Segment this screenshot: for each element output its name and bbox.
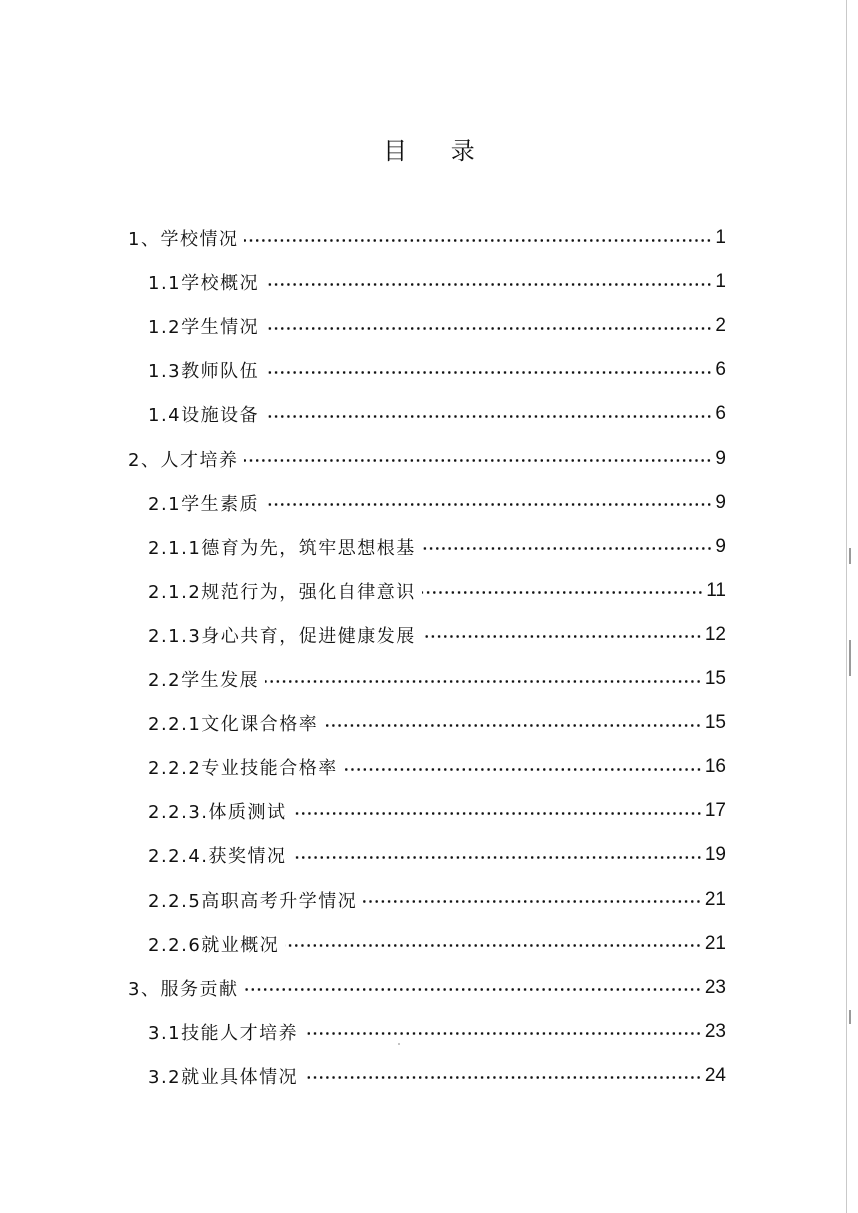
- toc-entry-page-number: 21: [704, 888, 726, 910]
- toc-entry-page-number: 17: [704, 800, 726, 822]
- toc-entry[interactable]: [148, 394, 726, 434]
- toc-dot-leader: [244, 239, 712, 242]
- toc-entry-label: 1.1学校概况: [148, 273, 260, 295]
- toc-entry[interactable]: [128, 439, 726, 479]
- toc-entry-label: 2.2学生发展: [148, 670, 260, 691]
- toc-dot-leader: [265, 503, 712, 506]
- toc-entry-page-number: 9: [715, 491, 726, 513]
- toc-entry-label: 2.2.5高职高考升学情况: [148, 890, 358, 912]
- toc-dot-leader: [265, 415, 712, 418]
- toc-entry-page-number: 19: [704, 844, 726, 866]
- toc-entry[interactable]: [148, 571, 726, 611]
- toc-entry-label: 2.1.1德育为先，筑牢思想根基: [148, 537, 416, 559]
- toc-dot-leader: [244, 988, 701, 991]
- toc-entry-label: 2.2.1文化课合格率: [148, 714, 319, 736]
- toc-entry-page-number: 9: [715, 447, 726, 469]
- scan-speck: [398, 1043, 400, 1045]
- scan-edge-line: [846, 0, 847, 1213]
- toc-entry[interactable]: [148, 350, 726, 390]
- toc-entry-label: 2.2.6就业概况: [148, 934, 280, 956]
- toc-entry-label: 2.1.3身心共育，促进健康发展: [148, 625, 416, 647]
- toc-entry[interactable]: [128, 218, 726, 258]
- toc-entry[interactable]: [148, 1056, 726, 1096]
- toc-entry-page-number: 2: [715, 315, 726, 337]
- toc-entry[interactable]: [148, 659, 726, 699]
- toc-entry-label: 1.4设施设备: [148, 405, 260, 427]
- toc-entry-page-number: 9: [715, 535, 726, 557]
- toc-entry-page-number: 12: [704, 623, 726, 645]
- toc-entry-label: 3.1技能人才培养: [148, 1022, 299, 1044]
- toc-entry-label: 2.2.2专业技能合格率: [148, 758, 338, 780]
- toc-dot-leader: [422, 591, 703, 594]
- toc-dot-leader: [422, 547, 713, 550]
- toc-entry[interactable]: [148, 880, 726, 920]
- toc-entry-page-number: 16: [704, 756, 726, 778]
- toc-entry-page-number: 6: [715, 359, 726, 381]
- toc-dot-leader: [265, 327, 712, 330]
- toc-entry[interactable]: [148, 747, 726, 787]
- toc-dot-leader: [293, 856, 702, 859]
- toc-entry-label: 3.2就业具体情况: [148, 1066, 299, 1088]
- toc-entry-label: 2.1.2规范行为，强化自律意识: [148, 581, 416, 603]
- toc-entry[interactable]: [148, 262, 726, 302]
- toc-dot-leader: [324, 724, 702, 727]
- toc-entry-label: 2.2.3.体质测试: [148, 802, 287, 824]
- toc-entry[interactable]: [148, 1012, 726, 1052]
- toc-entry-label: 2.1学生素质: [148, 493, 260, 515]
- toc-entry[interactable]: [148, 924, 726, 964]
- toc-entry-page-number: 15: [704, 668, 726, 689]
- toc-dot-leader: [265, 680, 702, 683]
- toc-dot-leader: [293, 812, 702, 815]
- toc-entry[interactable]: [148, 527, 726, 567]
- toc-dot-leader: [422, 635, 702, 638]
- toc-entry-label: 1.3教师队伍: [148, 361, 260, 383]
- toc-entry-page-number: 1: [715, 227, 726, 248]
- toc-entry[interactable]: [128, 968, 726, 1008]
- toc-entry[interactable]: [148, 615, 726, 655]
- toc-entry-page-number: 1: [715, 271, 726, 293]
- toc-entry-label: 2、人才培养: [128, 449, 239, 471]
- toc-entry[interactable]: [148, 483, 726, 523]
- scan-edge-mark: [849, 640, 851, 676]
- toc-entry-page-number: 23: [704, 976, 726, 998]
- toc-dot-leader: [363, 900, 702, 903]
- toc-entry-page-number: 11: [706, 579, 726, 601]
- toc-entry-label: 1.2学生情况: [148, 317, 260, 339]
- toc-dot-leader: [265, 371, 712, 374]
- toc-entry-label: 2.2.4.获奖情况: [148, 846, 287, 868]
- toc-entry[interactable]: [148, 703, 726, 743]
- toc-entry-page-number: 6: [715, 403, 726, 425]
- toc-dot-leader: [244, 459, 712, 462]
- toc-dot-leader: [285, 944, 702, 947]
- toc-entry-label: 3、服务贡献: [128, 978, 239, 1000]
- toc-entry-page-number: 21: [704, 932, 726, 954]
- toc-dot-leader: [304, 1076, 702, 1079]
- toc-dot-leader: [344, 768, 702, 771]
- toc-entry[interactable]: [148, 306, 726, 346]
- toc-entry-page-number: 15: [704, 712, 726, 734]
- toc-entry-page-number: 23: [704, 1020, 726, 1042]
- toc-entry-page-number: 24: [704, 1064, 726, 1086]
- toc-entry-label: 1、学校情况: [128, 229, 239, 250]
- scan-edge-mark: [849, 548, 851, 564]
- page-title: 目 录: [383, 137, 493, 165]
- toc-dot-leader: [304, 1032, 702, 1035]
- toc-entry[interactable]: [148, 791, 726, 831]
- toc-entry[interactable]: [148, 835, 726, 875]
- scan-edge-mark: [849, 1010, 851, 1024]
- toc-dot-leader: [265, 283, 712, 286]
